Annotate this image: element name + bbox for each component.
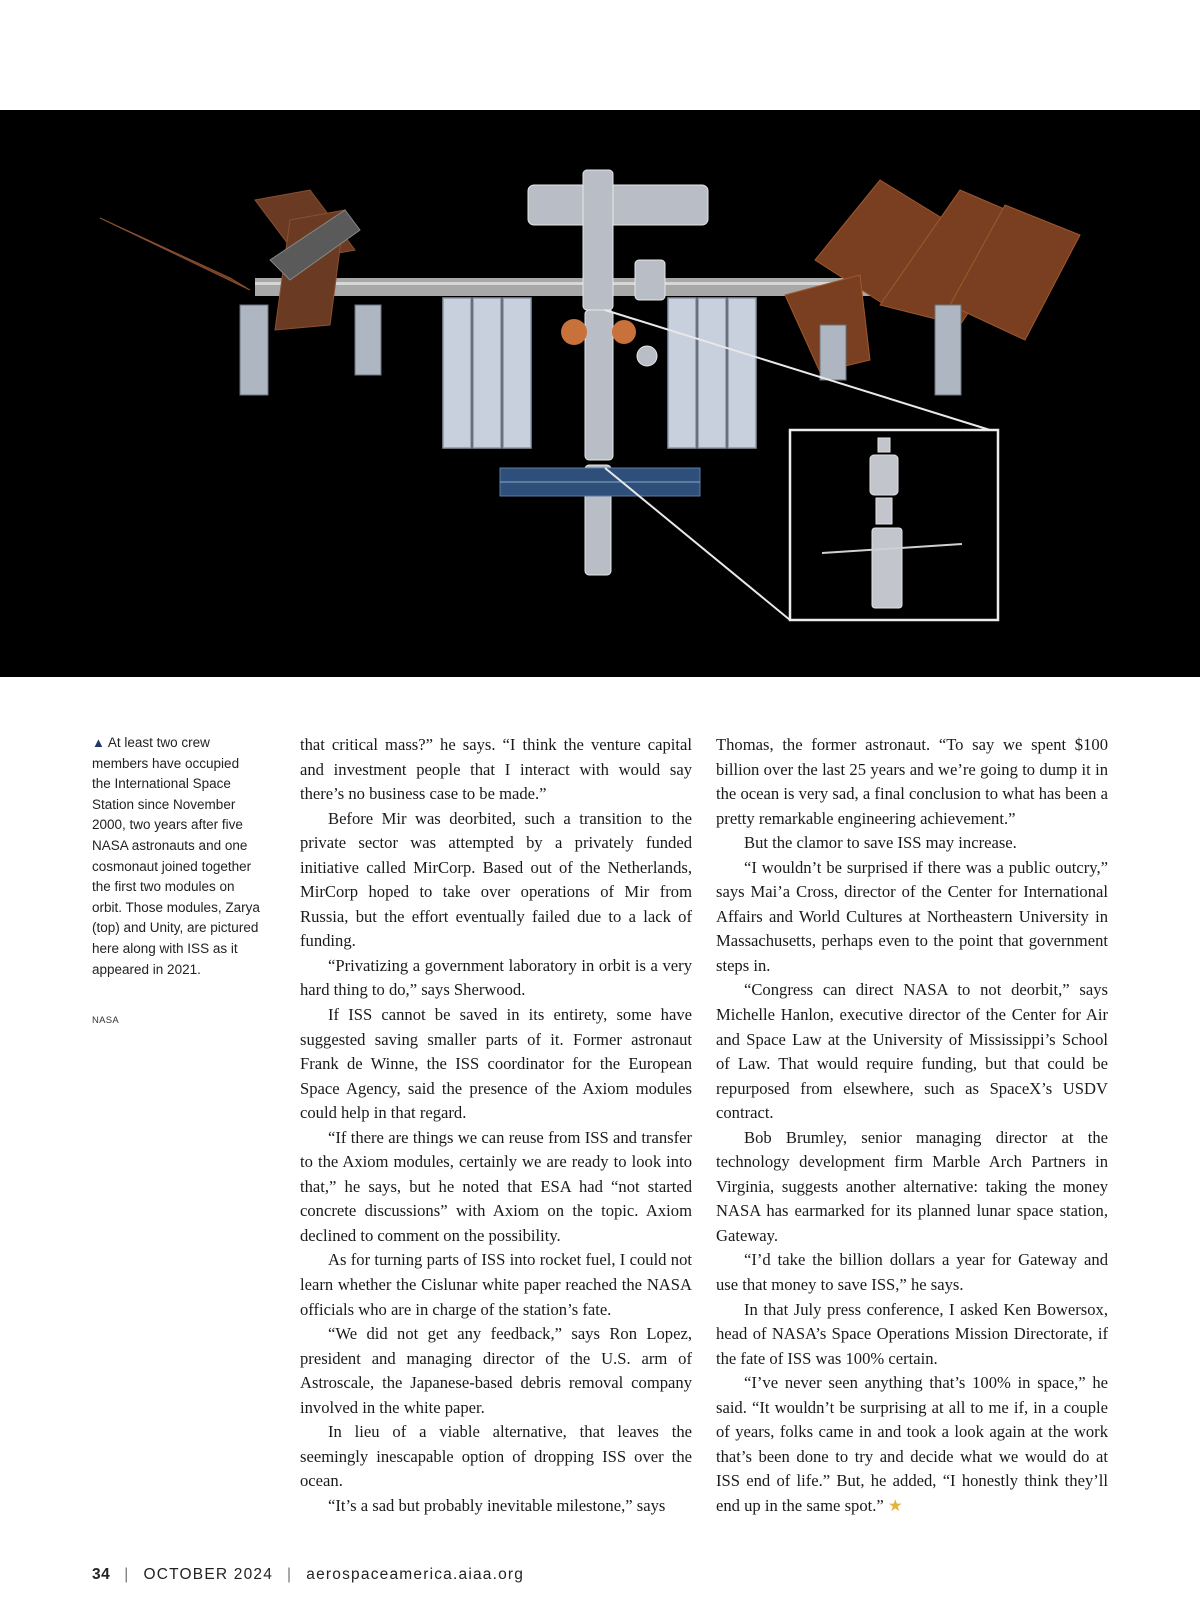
- footer-divider: |: [287, 1566, 293, 1583]
- paragraph: As for turning parts of ISS into rocket fuel, I could not learn whether the Cislunar white paper reached the NASA officials who are in charge of the station’s fate.: [300, 1250, 692, 1319]
- website-link[interactable]: aerospaceamerica.aiaa.org: [306, 1566, 525, 1583]
- paragraph: “It’s a sad but probably inevitable milestone,” says: [328, 1495, 666, 1515]
- photo-caption: [92, 733, 260, 980]
- paragraph: “Congress can direct NASA to not deorbit,” says Michelle Hanlon, executive director of the Center for Air and Space Law at the University of Mississippi’s School of Law. That would require funding, but that could be repurposed from elsewhere, such as SpaceX’s USDV contract.: [716, 980, 1108, 1123]
- caption-marker-icon: ▲: [92, 735, 105, 750]
- paragraph: Thomas, the former astronaut. “To say we spent $100 billion over the last 25 years and we’re going to dump it in the ocean is very sad, a final conclusion to what has been a pretty remarkable engineering achievement.”: [716, 735, 1108, 828]
- article-column-1: [300, 733, 692, 1519]
- issue-date: OCTOBER 2024: [143, 1566, 274, 1583]
- paragraph: Bob Brumley, senior managing director at the technology development firm Marble Arch Partners in Virginia, suggests another alternative: taking the money NASA has earmarked for its planned lunar space station, Gateway.: [716, 1127, 1108, 1245]
- paragraph: But the clamor to save ISS may increase.: [744, 833, 1017, 853]
- paragraph: If ISS cannot be saved in its entirety, some have suggested saving smaller parts of it. Former astronaut Frank de Winne, the ISS coordinator for the European Space Agency, said the presence of the Axiom modules could help in that regard.: [300, 1005, 692, 1123]
- paragraph-text: “I’ve never seen anything that’s 100% in space,” he said. “It wouldn’t be surprising at all to me if, in a couple of years, folks came in and took a look again at the work that’s been done to try and decide what we would do at ISS end of life.” But, he added, “I honestly think they’ll end up in the same spot.”: [716, 1373, 1108, 1515]
- article-column-2: [716, 733, 1108, 1519]
- photo-credit: NASA: [92, 1015, 120, 1026]
- paragraph: that critical mass?” he says. “I think the venture capital and investment people that I interact with would say there’s no business case to be made.”: [300, 735, 692, 804]
- paragraph: In lieu of a viable alternative, that leaves the seemingly inescapable option of dropping ISS over the ocean.: [300, 1422, 692, 1491]
- paragraph: “I wouldn’t be surprised if there was a public outcry,” says Mai’a Cross, director of the Center for International Affairs and World Cultures at Northeastern University in Massachusetts, perhaps even to the point that government steps in.: [716, 857, 1108, 975]
- paragraph: “If there are things we can reuse from ISS and transfer to the Axiom modules, certainly we are ready to look into that,” he says, but he noted that ESA had “not started concrete discussions” with Axiom on the topic. Axiom declined to comment on the possibility.: [300, 1127, 692, 1245]
- last-paragraph: [716, 1371, 1108, 1518]
- footer-divider: |: [124, 1566, 130, 1583]
- paragraph: In that July press conference, I asked Ken Bowersox, head of NASA’s Space Operations Mission Directorate, if the fate of ISS was 100% certain.: [716, 1299, 1108, 1368]
- paragraph: “Privatizing a government laboratory in orbit is a very hard thing to do,” says Sherwood.: [300, 955, 692, 1000]
- paragraph: “I’d take the billion dollars a year for Gateway and use that money to save ISS,” he says.: [716, 1250, 1108, 1295]
- page-number: 34: [92, 1566, 111, 1583]
- page-footer: [92, 1566, 524, 1584]
- caption-text: At least two crew members have occupied the International Space Station since November 2000, two years after five NASA astronauts and one cosmonaut joined together the first two modules on orbit. Those modules, Zarya (top) and Unity, are pictured here along with ISS as it appeared in 2021.: [92, 735, 260, 977]
- paragraph: Before Mir was deorbited, such a transition to the private sector was attempted by a privately funded initiative called MirCorp. Based out of the Netherlands, MirCorp hoped to take over operations of Mir from Russia, but the effort eventually failed due to a lack of funding.: [300, 808, 692, 951]
- iss-photo: [0, 110, 1200, 677]
- paragraph: “We did not get any feedback,” says Ron Lopez, president and managing director of the U.S. arm of Astroscale, the Japanese-based debris removal company involved in the white paper.: [300, 1324, 692, 1417]
- end-star-icon: ★: [887, 1495, 903, 1515]
